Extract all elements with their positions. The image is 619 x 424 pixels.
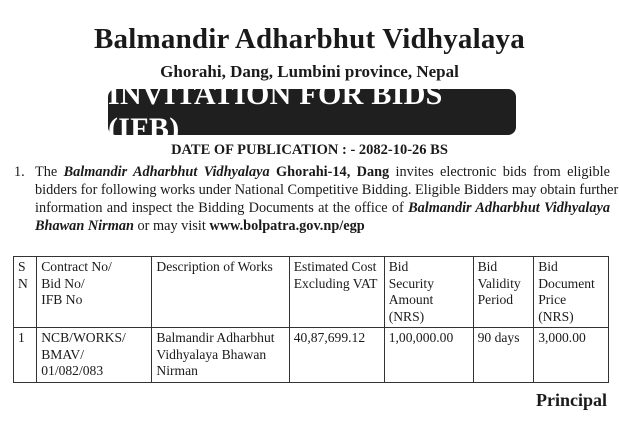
header-line: Price bbox=[538, 292, 567, 307]
text-segment: invites electronic bids from eligible bbox=[389, 164, 610, 180]
header-line: Bid bbox=[388, 259, 409, 274]
egp-url: www.bolpatra.gov.np/egp bbox=[209, 218, 365, 234]
header-contract-no bbox=[37, 257, 152, 328]
cell-line: Nirman bbox=[156, 363, 198, 378]
cell-sn: 1 bbox=[14, 328, 37, 383]
org-name: Balmandir Adharbhut Vidhyalaya bbox=[94, 23, 525, 55]
cell-contract-no bbox=[37, 328, 152, 383]
table-header-row bbox=[14, 257, 609, 328]
cell-line: BMAV/ bbox=[41, 346, 85, 362]
header-line: Estimated Cost bbox=[293, 259, 377, 274]
cell-bid-validity: 90 days bbox=[473, 328, 534, 383]
paragraph-line-4 bbox=[35, 217, 610, 235]
signatory: Principal bbox=[536, 390, 607, 410]
cell-line: Balmandir Adharbhut bbox=[156, 330, 275, 345]
header-line: Security bbox=[388, 275, 435, 291]
header-line: Period bbox=[477, 292, 514, 307]
header-line: Description of Works bbox=[156, 259, 273, 274]
header-document-price bbox=[534, 257, 609, 328]
cell-line: Vidhyalaya Bhawan bbox=[156, 346, 267, 362]
header-line: Bid No/ bbox=[41, 275, 85, 291]
cell-description bbox=[152, 328, 289, 383]
cell-document-price: 3,000.00 bbox=[534, 328, 609, 383]
school-name-emphasis: Balmandir Adharbhut Vidhyalaya bbox=[63, 164, 270, 180]
header-line: (NRS) bbox=[538, 308, 574, 324]
header-line: N bbox=[18, 275, 28, 291]
header-line: Amount bbox=[388, 292, 434, 307]
header-line: Bid bbox=[477, 259, 498, 274]
header-line: Contract No/ bbox=[41, 259, 112, 274]
paragraph-line-2: bidders for following works under National Competitive Bidding. Eligible Bidders may obtain further bbox=[35, 182, 619, 198]
header-line: Excluding VAT bbox=[293, 275, 378, 291]
header-line: Bid bbox=[538, 259, 558, 274]
paragraph-body bbox=[35, 163, 619, 235]
publication-date: DATE OF PUBLICATION : - 2082-10-26 BS bbox=[171, 142, 448, 158]
header-description bbox=[152, 257, 289, 328]
header-estimated-cost bbox=[289, 257, 384, 328]
office-name-emphasis: Balmandir Adharbhut Vidhyalaya bbox=[408, 200, 610, 216]
header-bid-validity bbox=[473, 257, 534, 328]
cell-line: 01/082/083 bbox=[41, 363, 104, 378]
text-segment: information and inspect the Bidding Documents at the office of bbox=[35, 200, 409, 216]
header-line: IFB No bbox=[41, 292, 83, 307]
cell-bid-security: 1,00,000.00 bbox=[384, 328, 473, 383]
ifb-banner: INVITATION FOR BIDS (IFB) bbox=[108, 89, 516, 135]
office-name-emphasis-cont: Bhawan Nirman bbox=[35, 218, 134, 234]
text-segment: or may visit bbox=[133, 218, 210, 234]
cell-line: NCB/WORKS/ bbox=[41, 330, 126, 345]
table-row bbox=[14, 328, 609, 383]
header-line: (NRS) bbox=[388, 308, 425, 324]
location-emphasis: Ghorahi-14, Dang bbox=[276, 164, 390, 180]
header-sn bbox=[14, 257, 37, 328]
paragraph-line-3 bbox=[35, 199, 610, 217]
header-line: Document bbox=[538, 275, 595, 291]
paragraph-line-1 bbox=[35, 163, 610, 181]
paragraph-number: 1. bbox=[14, 164, 25, 180]
text-segment: The bbox=[35, 164, 64, 180]
notice-paragraph bbox=[14, 163, 619, 235]
header-bid-security bbox=[384, 257, 473, 328]
header-line: Validity bbox=[477, 275, 521, 291]
cell-estimated-cost: 40,87,699.12 bbox=[289, 328, 384, 383]
header-line: S bbox=[18, 259, 26, 274]
bids-table bbox=[13, 256, 609, 383]
org-address: Ghorahi, Dang, Lumbini province, Nepal bbox=[160, 62, 459, 81]
